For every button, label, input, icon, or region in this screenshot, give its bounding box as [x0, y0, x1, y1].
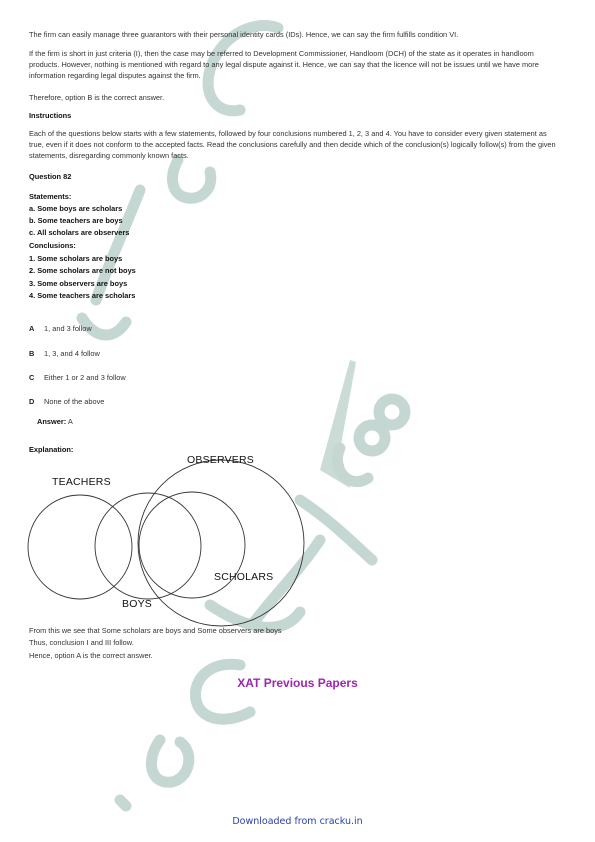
conclusion-item: 1. Some scholars are boys — [29, 254, 123, 263]
option-key: A — [29, 324, 35, 333]
explanation-heading: Explanation: — [29, 445, 74, 454]
answer-label: Answer: — [37, 417, 67, 426]
option-c[interactable] — [29, 373, 126, 382]
instructions-text: Each of the questions below starts with a few statements, followed by four conclusions numbered 1, 2, 3 and 4. You have to consider every given statement as true, even if it does not conform to the accepted facts. Read the conclusions carefully and then decide which of the conclusion(s) logically follow(s) from the given statements, disregarding commonly known facts. — [29, 129, 556, 161]
boys-label: BOYS — [122, 598, 152, 610]
question-title: Question 82 — [29, 172, 72, 181]
footer-link[interactable]: Downloaded from cracku.in — [232, 816, 363, 827]
conclusion-item: 2. Some scholars are not boys — [29, 266, 136, 275]
option-a[interactable] — [29, 324, 92, 333]
explanation-line: Thus, conclusion I and III follow. — [29, 638, 134, 647]
statement-item: b. Some teachers are boys — [29, 216, 123, 225]
teachers-circle — [28, 495, 132, 599]
watermark-stroke — [195, 664, 250, 719]
conclusion-item: 3. Some observers are boys — [29, 279, 128, 288]
option-key: C — [29, 373, 35, 382]
option-b[interactable] — [29, 349, 100, 358]
intro-paragraph-1: The firm can easily manage three guarantors with their personal identity cards (IDs). Hence, we can say the firm fulfills condition VI. — [29, 30, 459, 39]
explanation-line: From this we see that Some scholars are boys and Some observers are boys — [29, 626, 282, 635]
watermark-stroke — [120, 800, 126, 806]
option-text: 1, 3, and 4 follow — [44, 349, 100, 358]
option-d[interactable] — [29, 397, 104, 406]
instructions-heading: Instructions — [29, 111, 72, 120]
teachers-label: TEACHERS — [52, 476, 111, 488]
answer-value: A — [67, 417, 73, 426]
statement-item: c. All scholars are observers — [29, 228, 130, 237]
option-key: D — [29, 397, 35, 406]
watermark-stroke — [151, 740, 188, 782]
option-text: 1, and 3 follow — [44, 324, 92, 333]
conclusions-heading: Conclusions: — [29, 241, 76, 250]
option-key: B — [29, 349, 35, 358]
watermark-stroke — [379, 399, 405, 425]
answer-line — [37, 417, 73, 426]
venn-diagram — [0, 440, 595, 630]
scholars-label: SCHOLARS — [214, 571, 274, 583]
intro-paragraph-3: Therefore, option B is the correct answer. — [29, 93, 165, 102]
statements-heading: Statements: — [29, 192, 72, 201]
observers-circle — [138, 460, 304, 626]
intro-paragraph-2: If the firm is short in just criteria (I), then the case may be referred to Development Commissioner, Handloom (DCH) of the state as it operates in handloom products. However, nothing is mentioned with regard to any legal dispute against it. Hence, we can say that the licence will not be issues until we have more information regarding legal disputes against the firm. — [29, 49, 539, 81]
observers-label: OBSERVERS — [187, 454, 254, 466]
promo-link[interactable]: XAT Previous Papers — [237, 676, 358, 690]
option-text: None of the above — [44, 397, 105, 406]
statement-item: a. Some boys are scholars — [29, 204, 123, 213]
explanation-line: Hence, option A is the correct answer. — [29, 651, 153, 660]
option-text: Either 1 or 2 and 3 follow — [44, 373, 126, 382]
conclusion-item: 4. Some teachers are scholars — [29, 291, 136, 300]
